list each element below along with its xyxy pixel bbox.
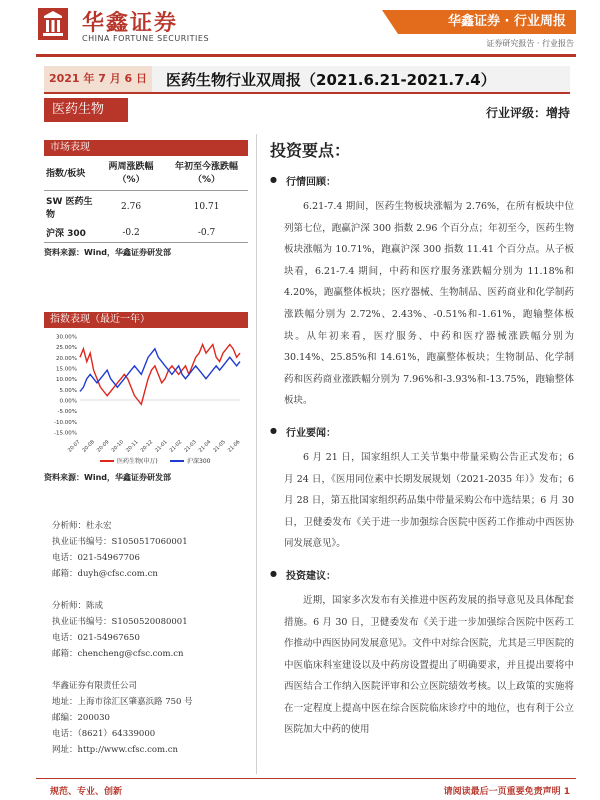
market-table bbox=[44, 158, 248, 243]
y-tick-label: -15.00% bbox=[54, 430, 77, 437]
investment-highlights bbox=[270, 138, 574, 741]
y-tick-label: 20.00% bbox=[56, 355, 77, 362]
section-paragraph: 近期，国家多次发布有关推进中医药发展的指导意见及具体配套措施。6 月 30 日，卫健委发布《关于进一步加强综合医院中医药工作推动中西医协同发展意见》。文件中对综合医院，尤其是三甲医院的中医临床科室建设以及中药房设置提出了明确要求，并且提出要将中西医结合工作纳入医院评审和公立医院绩效考核。以上政策的实施将在一定程度上提高中医在综合医院临床诊疗中的地位，也有利于公立医院加大中药的使用 bbox=[284, 594, 574, 736]
sector-tag: 医药生物 bbox=[44, 98, 128, 122]
table-row bbox=[44, 191, 248, 224]
legend-label: 医药生物(申万) bbox=[117, 458, 158, 465]
analyst-name: 分析师：杜永宏 bbox=[52, 521, 112, 531]
x-tick-label: 20-11 bbox=[125, 439, 140, 454]
header-divider bbox=[36, 54, 576, 57]
ytd-change: 10.71 bbox=[193, 202, 220, 212]
column-divider bbox=[256, 134, 257, 774]
company-website[interactable]: 网址：http://www.cfsc.com.cn bbox=[52, 745, 178, 755]
y-tick-label: 30.00% bbox=[56, 334, 77, 341]
analyst-email[interactable]: 邮箱：chencheng@cfsc.com.cn bbox=[52, 649, 184, 659]
row-name: SW 医药生物 bbox=[46, 197, 93, 220]
x-tick-label: 21-06 bbox=[226, 439, 242, 454]
y-tick-label: -5.00% bbox=[57, 409, 77, 416]
company-logo-icon bbox=[38, 8, 68, 40]
footer-divider bbox=[36, 778, 576, 779]
brand-name: 华鑫证券 bbox=[82, 11, 179, 36]
x-tick-label: 20-10 bbox=[110, 439, 126, 454]
analyst-license: 执业证书编号：S1050517060001 bbox=[52, 537, 188, 547]
company-name: 华鑫证券有限责任公司 bbox=[52, 681, 138, 691]
contact-info bbox=[52, 518, 248, 758]
x-tick-label: 20-08 bbox=[81, 439, 96, 454]
column-header: 两周涨跌幅（%） bbox=[97, 158, 165, 191]
company-zip: 邮编：200030 bbox=[52, 713, 110, 723]
analyst-phone: 电话：021-54967650 bbox=[52, 633, 140, 643]
y-tick-label: 25.00% bbox=[56, 345, 77, 352]
company-address: 地址：上海市徐汇区肇嘉浜路 750 号 bbox=[52, 697, 193, 707]
x-tick-label: 21-01 bbox=[154, 439, 169, 454]
y-tick-label: 0.00% bbox=[59, 398, 77, 405]
ytd-change: -0.7 bbox=[165, 223, 248, 243]
analyst-name: 分析师：陈成 bbox=[52, 601, 104, 611]
market-source: 资料来源：Wind，华鑫证券研发部 bbox=[44, 248, 171, 257]
section-paragraph: 6.21-7.4 期间，医药生物板块涨幅为 2.76%，在所有板块中位列第七位，跑赢沪深 300 指数 2.96 个百分点；年初至今，医药生物板块涨幅为 10.71%，跑赢沪深 300 指数 11.41 个百分点。从子板块看，6.21-7.4 期间，中药和医疗服务涨跌幅分别为 11.18%和 4.20%，跑赢整体板块；医疗器械、生物制品、医药商业和化学制药涨跌幅分别为 2.72%、2.43%、-0.51%和-1.61%，跑输整体板块。从年初来看，医疗服务、中药和医疗器械涨跌幅分别为 30.14%、25.85%和 14.61%，跑赢整体板块；生物制品、化学制药和医药商业涨跌幅分别为 7.96%和-3.93%和-13.75%，跑输整体板块。 bbox=[284, 201, 574, 407]
title-bar bbox=[44, 66, 570, 94]
analyst-email[interactable]: 邮箱：duyh@cfsc.com.cn bbox=[52, 569, 158, 579]
y-tick-label: -10.00% bbox=[54, 419, 77, 426]
x-tick-label: 20-07 bbox=[66, 439, 82, 454]
section-paragraph: 6 月 21 日，国家组织人工关节集中带量采购公告正式发布；6 月 24 日，《医用同位素中长期发展规划（2021-2035 年）》发布；6 月 28 日，第五批国家组织药品集中带量采购公布中选结果；6 月 30 日，卫健委发布《关于进一步加强综合医院中医药工作推动中西医协同发展意见》。 bbox=[284, 451, 574, 550]
chart-section-head: 指数表现（最近一年） bbox=[44, 312, 248, 328]
index-chart bbox=[44, 330, 248, 470]
two-week-change: 2.76 bbox=[121, 202, 142, 212]
report-title: 医药生物行业双周报（2021.6.21-2021.7.4） bbox=[166, 71, 496, 89]
report-date: 2021 年 7 月 6 日 bbox=[44, 66, 152, 92]
section-bullet: ● 投资建议： bbox=[270, 567, 574, 582]
x-tick-label: 20-12 bbox=[139, 439, 155, 454]
section-bullet: ● 行业要闻： bbox=[270, 424, 574, 439]
section-bullet: ● 行情回顾： bbox=[270, 173, 574, 188]
analyst-license: 执业证书编号：S1050520080001 bbox=[52, 617, 188, 627]
column-header: 年初至今涨跌幅（%） bbox=[165, 158, 248, 191]
table-row bbox=[44, 223, 248, 243]
chart-source: 资料来源：Wind，华鑫证券研发部 bbox=[44, 473, 171, 482]
report-type-banner: 华鑫证券 · 行业周报 bbox=[398, 10, 576, 34]
analyst-phone: 电话：021-54967706 bbox=[52, 553, 140, 563]
column-header: 指数/板块 bbox=[44, 158, 97, 191]
index-line-chart bbox=[44, 330, 248, 470]
footer-slogan: 规范、专业、创新 bbox=[50, 787, 123, 797]
x-tick-label: 21-03 bbox=[183, 439, 198, 454]
two-week-change: -0.2 bbox=[97, 223, 165, 243]
x-tick-label: 21-02 bbox=[168, 439, 184, 454]
legend-label: 沪深300 bbox=[187, 458, 211, 465]
market-performance-panel bbox=[44, 140, 248, 258]
company-phone: 电话：（8621）64339000 bbox=[52, 729, 156, 739]
row-name: 沪深 300 bbox=[44, 223, 97, 243]
y-tick-label: 10.00% bbox=[56, 377, 77, 384]
x-tick-label: 20-09 bbox=[95, 439, 111, 454]
y-tick-label: 15.00% bbox=[56, 366, 77, 373]
x-tick-label: 21-05 bbox=[212, 439, 227, 454]
footer-disclaimer-note: 请阅读最后一页重要免责声明 1 bbox=[443, 787, 570, 797]
market-section-head: 市场表现 bbox=[44, 140, 248, 156]
y-tick-label: 5.00% bbox=[59, 387, 77, 394]
highlights-heading: 投资要点： bbox=[270, 141, 351, 160]
brand-english-name: CHINA FORTUNE SECURITIES bbox=[82, 34, 210, 43]
report-subtype: 证券研究报告 · 行业报告 bbox=[486, 39, 574, 48]
industry-rating: 行业评级：增持 bbox=[485, 106, 570, 120]
x-tick-label: 21-04 bbox=[197, 439, 213, 454]
index-chart-panel bbox=[44, 312, 248, 328]
